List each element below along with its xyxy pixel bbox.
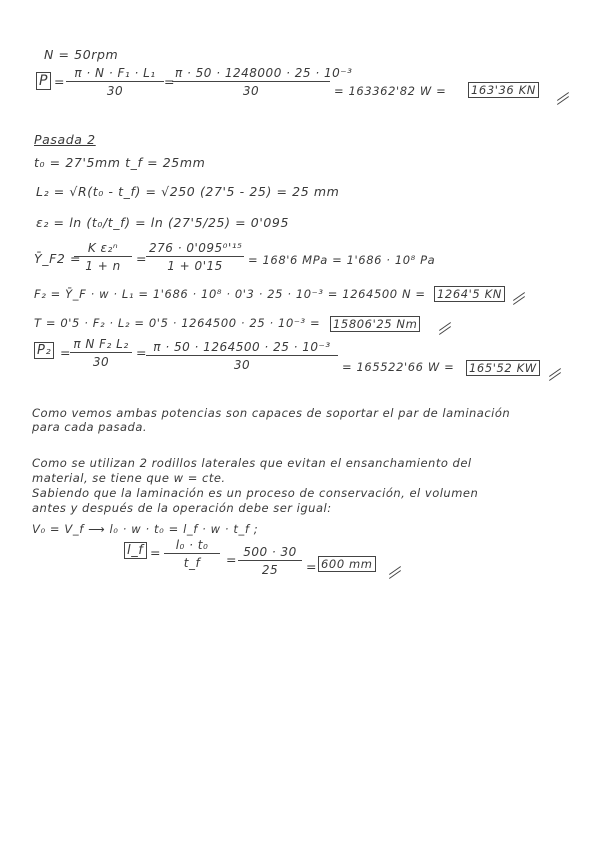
conclusion-line: Como vemos ambas potencias son capaces de soportar el par de laminación [32, 406, 511, 420]
equals-sign: = [226, 552, 238, 567]
power-1-result: = 163362'82 W = [334, 84, 447, 98]
flow-stress-symbol: Ȳ_F2 = [34, 251, 82, 266]
contact-length-2: L₂ = √R(t₀ - t_f) = √250 (27'5 - 25) = 25 mm [36, 184, 340, 199]
double-strike-mark [388, 570, 402, 578]
flow-stress-substitution-numerator: 276 · 0'095⁰'¹⁵ [146, 241, 244, 257]
power-2-final: 165'52 KW [466, 360, 540, 376]
double-strike-mark [556, 96, 570, 104]
flow-stress-formula-numerator: K ε₂ⁿ [74, 241, 132, 257]
final-length-substitution-denominator: 25 [261, 563, 279, 577]
equals-sign: = [136, 251, 148, 266]
final-length-substitution-numerator: 500 · 30 [238, 545, 302, 561]
flow-stress-formula-fraction [74, 241, 132, 273]
power-1-formula-denominator: 30 [106, 84, 124, 98]
power-1-substitution-denominator: 30 [242, 84, 260, 98]
rpm-value: N = 50rpm [44, 47, 119, 62]
power-1-symbol: P [36, 72, 51, 90]
torque-2: T = 0'5 · F₂ · L₂ = 0'5 · 1264500 · 25 · 10⁻³ = [34, 316, 321, 330]
explanation-line: antes y después de la operación debe ser igual: [32, 501, 332, 515]
power-2-substitution-fraction [146, 340, 338, 372]
final-length-result: 600 mm [318, 556, 376, 572]
power-1-substitution-numerator: π · 50 · 1248000 · 25 · 10⁻³ [172, 66, 330, 82]
power-2-formula-numerator: π N F₂ L₂ [70, 337, 132, 353]
power-1-formula-numerator: π · N · F₁ · L₁ [66, 66, 164, 82]
equals-sign: = [150, 545, 162, 560]
explanation-line: Sabiendo que la laminación es un proceso de conservación, el volumen [32, 486, 479, 500]
double-strike-mark [512, 296, 526, 304]
volume-explanation-paragraph [32, 456, 478, 516]
power-2-substitution-numerator: π · 50 · 1264500 · 25 · 10⁻³ [146, 340, 338, 356]
final-length-formula-numerator: l₀ · t₀ [164, 538, 220, 554]
equals-sign: = [54, 74, 66, 89]
power-2-formula-fraction [70, 337, 132, 369]
final-length-substitution-fraction [238, 545, 302, 577]
equals-sign: = [136, 345, 148, 360]
power-2-symbol: P₂ [34, 342, 54, 359]
force-2-final: 1264'5 KN [434, 286, 505, 302]
force-2: F₂ = Ȳ_F · w · L₁ = 1'686 · 10⁸ · 0'3 · 25 · 10⁻³ = 1264500 N = [34, 287, 426, 301]
flow-stress-formula-denominator: 1 + n [85, 259, 121, 273]
pass-2-heading: Pasada 2 [34, 132, 96, 147]
explanation-line: Como se utilizan 2 rodillos laterales que evitan el ensanchamiento del [32, 456, 472, 470]
conclusion-paragraph [32, 406, 510, 434]
power-2-formula-denominator: 30 [92, 355, 110, 369]
conclusion-line: para cada pasada. [32, 420, 148, 434]
equals-sign: = [306, 559, 318, 574]
torque-2-final: 15806'25 Nm [330, 316, 420, 332]
final-length-formula-denominator: t_f [183, 556, 201, 570]
equals-sign: = [60, 345, 72, 360]
power-2-substitution-denominator: 30 [233, 358, 251, 372]
equals-sign: = [164, 74, 176, 89]
final-length-symbol: l_f [124, 542, 147, 559]
volume-conservation-equation: V₀ = V_f ⟶ l₀ · w · t₀ = l_f · w · t_f ; [32, 522, 259, 536]
flow-stress-substitution-denominator: 1 + 0'15 [167, 259, 223, 273]
strain-2: ε₂ = ln (t₀/t_f) = ln (27'5/25) = 0'095 [36, 215, 290, 230]
thickness-values: t₀ = 27'5mm t_f = 25mm [34, 155, 206, 170]
double-strike-mark [548, 372, 562, 380]
power-1-formula-fraction [66, 66, 164, 98]
explanation-line: material, se tiene que w = cte. [32, 471, 226, 485]
double-strike-mark [438, 326, 452, 334]
power-1-final: 163'36 KN [468, 82, 539, 98]
flow-stress-substitution-fraction [146, 241, 244, 273]
flow-stress-result: = 168'6 MPa = 1'686 · 10⁸ Pa [248, 253, 436, 267]
final-length-formula-fraction [164, 538, 220, 570]
power-2-result: = 165522'66 W = [342, 360, 455, 374]
power-1-substitution-fraction [172, 66, 353, 98]
